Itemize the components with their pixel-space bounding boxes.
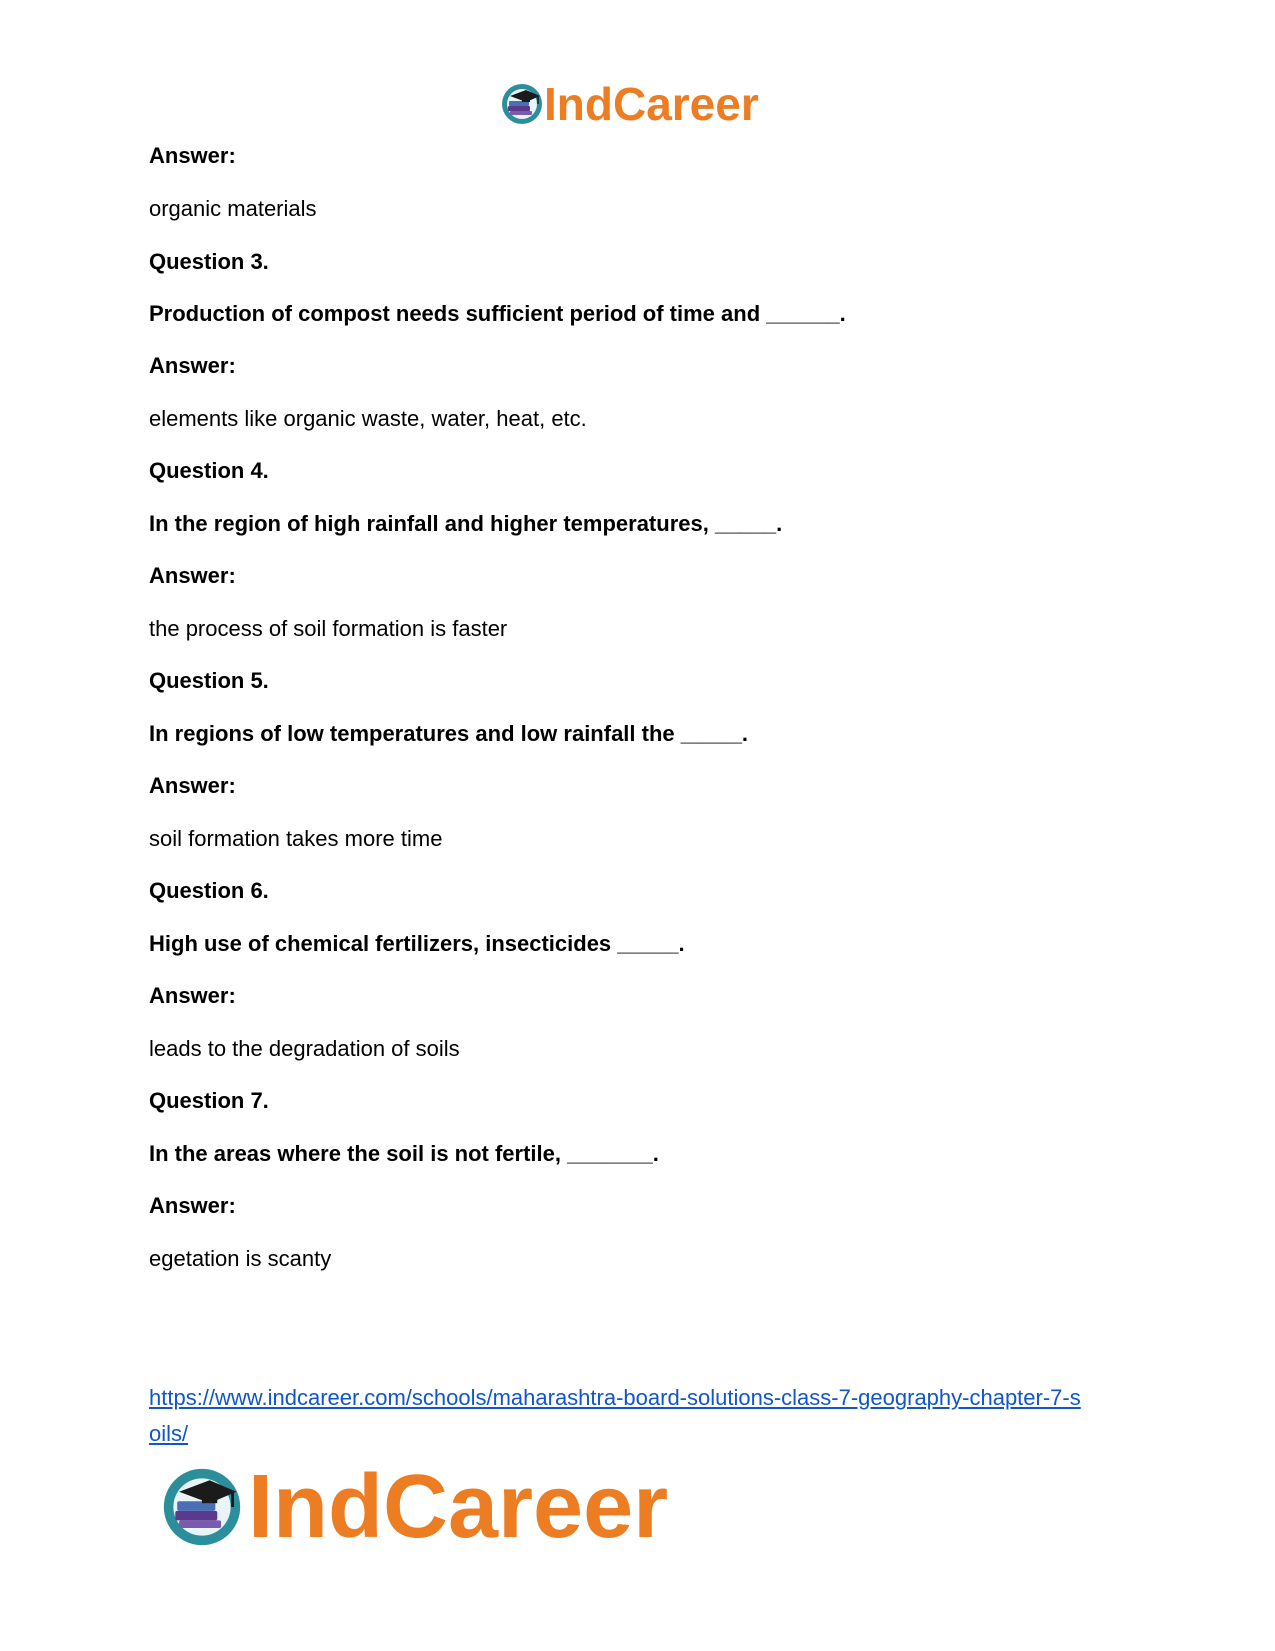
question-text: Production of compost needs sufficient period of time and ______. xyxy=(149,301,846,326)
question-number: Question 4. xyxy=(149,458,269,483)
answer-text: organic materials xyxy=(149,196,317,221)
answer-label: Answer: xyxy=(149,143,236,168)
answer-text: the process of soil formation is faster xyxy=(149,616,508,641)
question-number: Question 5. xyxy=(149,668,269,693)
question-number: Question 6. xyxy=(149,878,269,903)
answer-label: Answer: xyxy=(149,983,236,1008)
graduation-cap-book-icon xyxy=(500,82,544,126)
question-number: Question 3. xyxy=(149,249,269,274)
answer-label: Answer: xyxy=(149,563,236,588)
question-text: In regions of low temperatures and low rainfall the _____. xyxy=(149,721,749,746)
question-text: High use of chemical fertilizers, insecticides _____. xyxy=(149,931,685,956)
question-text: In the areas where the soil is not fertile, _______. xyxy=(149,1141,659,1166)
answer-text: elements like organic waste, water, heat, etc. xyxy=(149,406,587,431)
question-number: Question 7. xyxy=(149,1088,269,1113)
answer-text: leads to the degradation of soils xyxy=(149,1036,460,1061)
source-link-line-1: https://www.indcareer.com/schools/maharashtra-board-solutions-class-7-geography-chapter-7-s xyxy=(149,1385,1081,1410)
footer-logo xyxy=(160,1457,669,1557)
answer-text: egetation is scanty xyxy=(149,1246,332,1271)
answer-label: Answer: xyxy=(149,1193,236,1218)
question-text: In the region of high rainfall and higher temperatures, _____. xyxy=(149,511,783,536)
answer-text: soil formation takes more time xyxy=(149,826,443,851)
source-link-line-2: oils/ xyxy=(149,1421,189,1446)
graduation-cap-book-icon xyxy=(160,1465,244,1549)
logo-wordmark: IndCareer xyxy=(248,1457,669,1557)
header-logo xyxy=(500,80,759,128)
answer-label: Answer: xyxy=(149,353,236,378)
answer-label: Answer: xyxy=(149,773,236,798)
source-link[interactable] xyxy=(149,1380,1129,1452)
logo-wordmark: IndCareer xyxy=(544,78,759,130)
